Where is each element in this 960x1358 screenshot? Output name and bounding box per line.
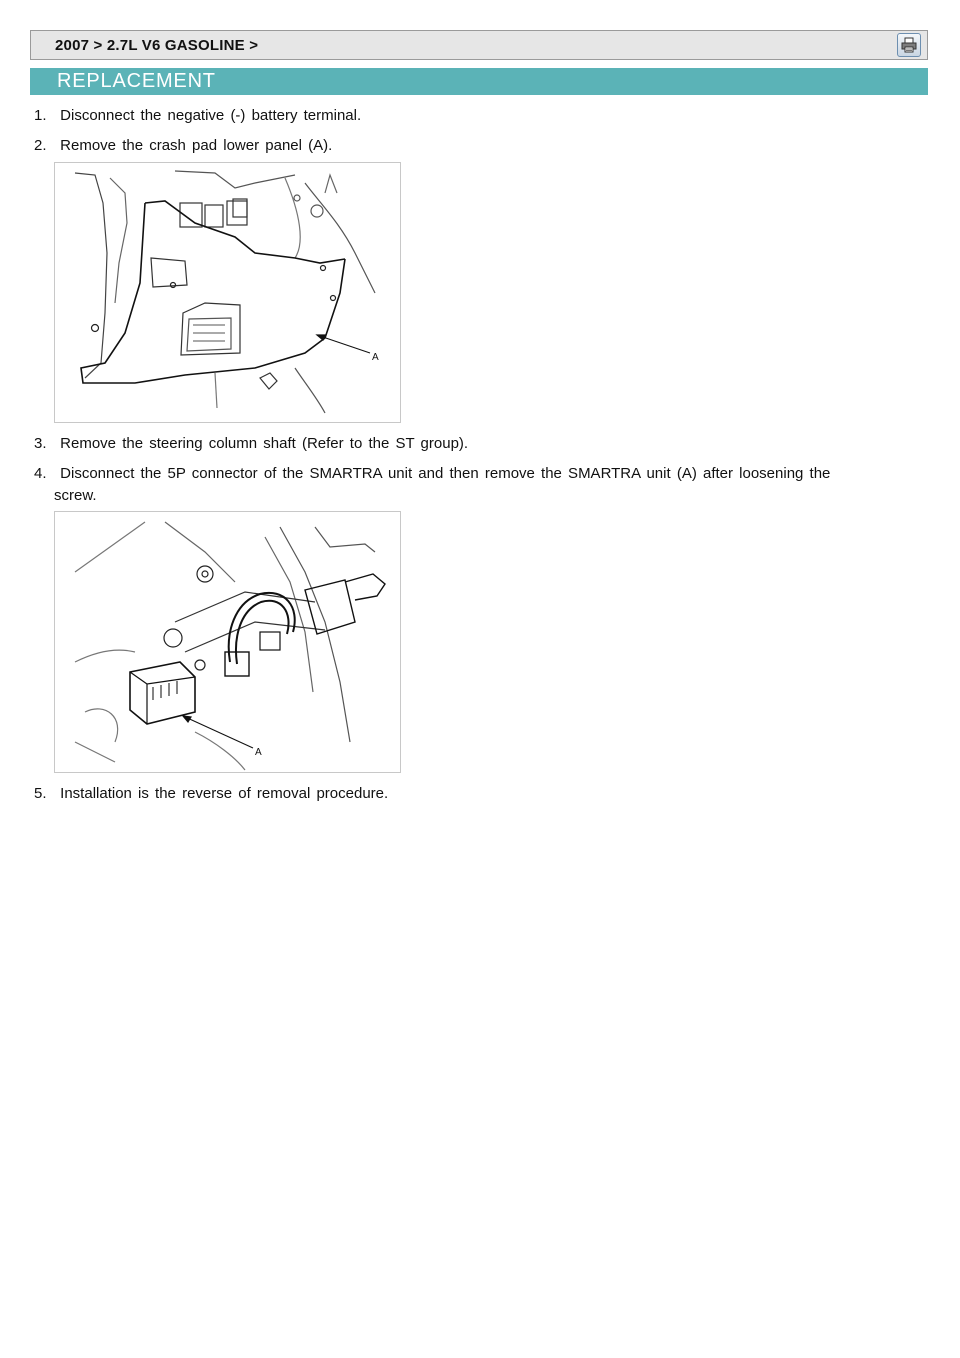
section-title: REPLACEMENT — [57, 70, 216, 92]
step-number: 5. — [34, 785, 47, 802]
step-text: Installation is the reverse of removal procedure. — [60, 785, 389, 802]
step-number: 2. — [34, 137, 47, 154]
figure-crash-pad-panel — [54, 162, 401, 423]
print-button[interactable] — [897, 33, 921, 57]
figure-smartra-unit — [54, 511, 401, 773]
step-2 — [34, 135, 332, 156]
step-number: 3. — [34, 435, 47, 452]
callout-label: A — [372, 352, 379, 363]
step-text: Disconnect the negative (-) battery terminal. — [60, 107, 362, 124]
printer-icon — [901, 37, 917, 53]
callout-label: A — [255, 747, 262, 758]
step-5 — [34, 783, 388, 804]
step-3 — [34, 433, 468, 454]
step-text: Remove the steering column shaft (Refer to the ST group). — [60, 435, 469, 452]
step-text: Remove the crash pad lower panel (A). — [60, 137, 333, 154]
step-1 — [34, 105, 361, 126]
smartra-illustration — [55, 512, 400, 772]
step-4-continuation — [54, 485, 914, 506]
breadcrumb-bar — [30, 30, 928, 60]
step-number: 4. — [34, 465, 47, 482]
step-text: screw. — [54, 487, 97, 504]
crash-pad-illustration — [55, 163, 400, 422]
step-4 — [34, 463, 830, 484]
section-header — [30, 68, 928, 95]
step-text: Disconnect the 5P connector of the SMARTRA unit and then remove the SMARTRA unit (A) after loosening the — [60, 465, 831, 482]
step-number: 1. — [34, 107, 47, 124]
breadcrumb[interactable]: 2007 > 2.7L V6 GASOLINE > — [55, 37, 259, 54]
